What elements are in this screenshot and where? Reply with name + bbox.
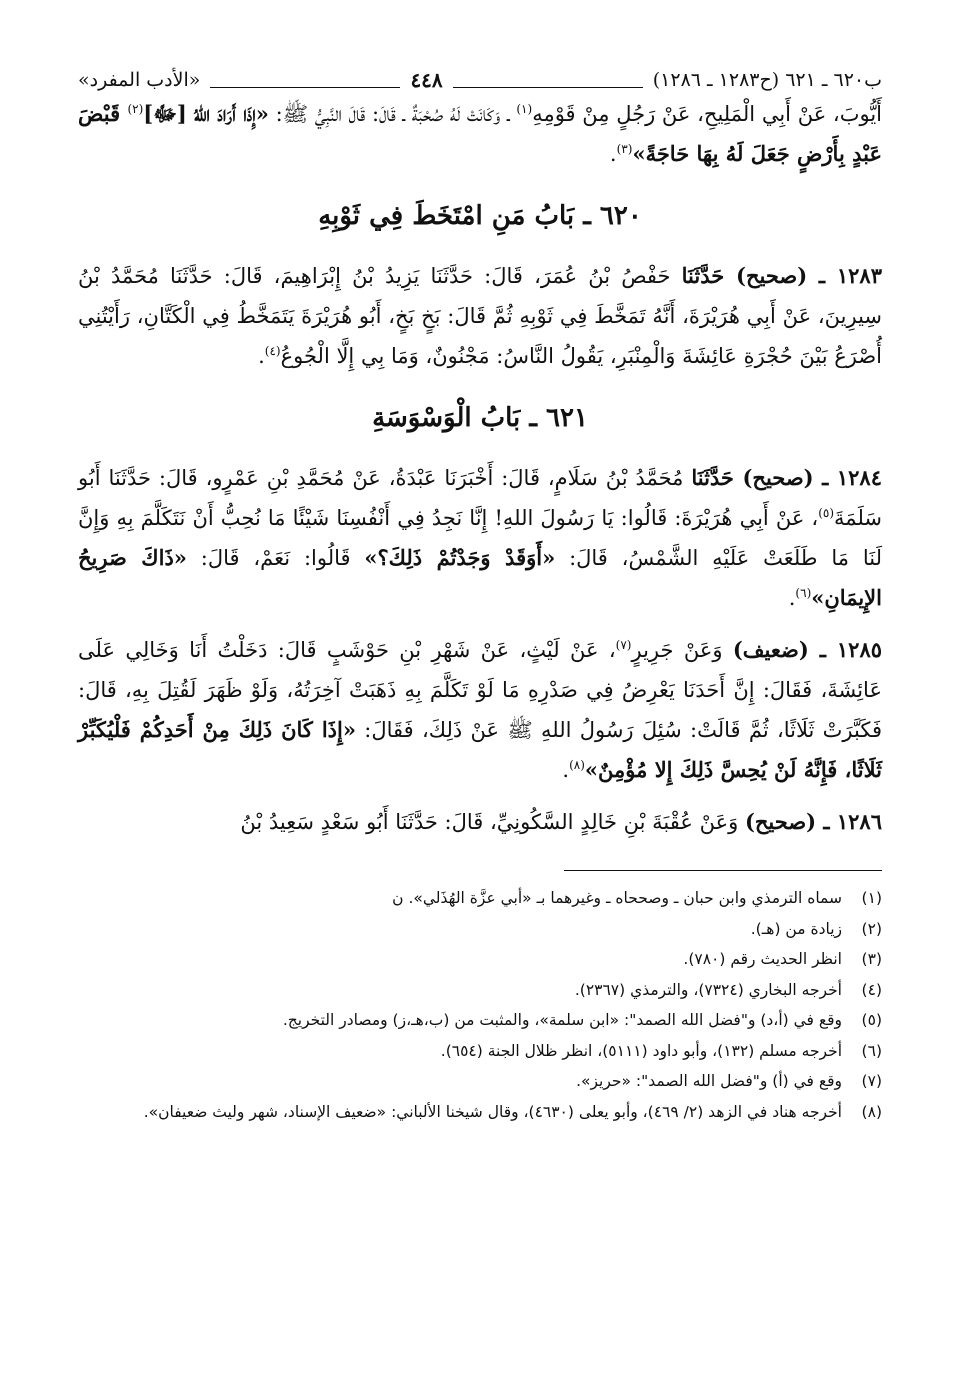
hadith-end: .: [788, 586, 796, 610]
narration-lead: حَدَّثَنَا: [681, 263, 737, 288]
hadith-end: .: [258, 344, 265, 368]
intro-paragraph: [78, 94, 882, 174]
prophetic-quote: «أَوَقَدْ وَجَدْتُمْ ذَلِكَ؟»: [364, 545, 556, 570]
intro-end: .: [609, 142, 617, 166]
footnotes: [78, 883, 882, 1127]
header-book-title: «الأدب المفرد»: [78, 69, 201, 91]
hadith-text: مُحَمَّدُ بْنُ سَلَامٍ، قَالَ: أَخْبَرَنَا عَبْدَةُ، عَنْ مُحَمَّدِ بْنِ عَمْرٍو، قَالَ: حَدَّثَنَا أَبُو سَلَمَةَ: [78, 466, 882, 530]
footnote-text: وقع في (أ) و"فضل الله الصمد": «حريز».: [576, 1072, 842, 1090]
footnote-number: (١): [861, 889, 882, 907]
hadith-text-2: ، عَنْ أَبِي هُرَيْرَةَ: قَالُوا: يَا رَسُولَ اللهِ! إِنَّا نَجِدُ فِي أَنْفُسِنَا شَيْئًا مَا نُحِبُّ أَنْ نَتَكَلَّمَ بِهِ وَإِنَّ لَنَا مَا طَلَعَتْ عَلَيْهِ الشَّمْسُ، قَالَ:: [78, 506, 882, 570]
hadith-text: وَعَنْ عُقْبَةَ بْنِ خَالِدٍ السَّكُونِيِّ، قَالَ: حَدَّثَنَا أَبُو سَعْدٍ سَعِيدُ بْنُ: [240, 810, 745, 834]
header-rule-right: [453, 87, 643, 88]
footnote-item: [78, 1066, 882, 1097]
chapter-620-title: ٦٢٠ ـ بَابُ مَنِ امْتَخَطَ فِي ثَوْبِهِ: [318, 201, 642, 231]
book-page: [78, 64, 882, 1338]
footnote-number: (٣): [861, 950, 882, 968]
prophetic-quote-cont: قَبْضَ عَبْدٍ بِأَرْضٍ جَعَلَ لَهُ بِهَا حَاجَةً»: [78, 101, 882, 166]
footnote-item: [78, 1005, 882, 1036]
running-header: [78, 64, 882, 94]
footnote-number: (٢): [861, 919, 882, 938]
footnote-item: [78, 883, 882, 914]
footnote-ref-7[interactable]: (٧): [615, 638, 632, 652]
header-chapter-range: ب٦٢٠ ـ ٦٢١ (ح١٢٨٣ ـ ١٢٨٦): [652, 69, 882, 91]
footnote-ref-4[interactable]: (٤): [264, 344, 281, 358]
hadith-1283: [78, 256, 882, 376]
footnote-item: [78, 944, 882, 975]
header-rule-left: [210, 87, 400, 88]
page-number: ٤٤٨: [410, 68, 443, 92]
footnote-text: أخرجه هناد في الزهد (٢/ ٤٦٩)، وأبو يعلى (٤٦٣٠)، وقال شيخنا الألباني: «ضعيف الإسناد، شهر وليث ضعيفان».: [143, 1102, 842, 1121]
footnote-text: وقع في (أ،د) و"فضل الله الصمد": «ابن سلمة»، والمثبت من (ب،هـ،ز) ومصادر التخريج.: [282, 1011, 842, 1029]
footnote-text: أخرجه مسلم (١٣٢)، وأبو داود (٥١١١)، انظر ظلال الجنة (٦٥٤).: [440, 1041, 842, 1060]
footnote-text: زيادة من (هـ).: [750, 919, 842, 938]
hadith-1285: [78, 630, 882, 790]
footnote-text: سماه الترمذي وابن حبان ـ وصححاه ـ وغيرهما بـ «أبي عزَّة الهُذَلي». ن: [392, 889, 842, 907]
footnote-ref-8[interactable]: (٨): [569, 758, 585, 772]
hadith-text: وَعَنْ جَرِيرٍ: [631, 638, 733, 662]
footnote-ref-1[interactable]: (١): [516, 102, 533, 116]
prophetic-quote-2: «ذَاكَ صَرِيحُ الإِيمَانِ»: [78, 545, 882, 610]
main-text: [78, 94, 882, 842]
hadith-text-2: ، عَنْ لَيْثٍ، عَنْ شَهْرِ بْنِ حَوْشَبٍ قَالَ: دَخَلْتُ أَنَا وَخَالِي عَلَى عَائِشَةَ، فَقَالَ: إِنَّ أَحَدَنَا يَعْرِضُ فِي صَدْرِهِ مَا لَوْ تَكَلَّمَ بِهِ ذَهَبَتْ آخِرَتُهُ، وَلَوْ ظَهَرَ لَقُتِلَ بِهِ، قَالَ: فَكَبَّرَتْ ثَلَاثًا، ثُمَّ قَالَتْ: سُئِلَ رَسُولُ اللهِ ﷺ عَنْ ذَلِكَ، فَقَالَ:: [78, 638, 882, 742]
footnote-number: (٧): [861, 1072, 882, 1090]
hadith-1284: [78, 458, 882, 618]
hadith-number: ١٢٨٤ ـ: [813, 465, 882, 490]
footnote-number: (٦): [861, 1041, 882, 1060]
hadith-grade: (صحيح): [744, 809, 817, 834]
footnote-ref-6[interactable]: (٦): [795, 586, 812, 600]
footnote-text: أخرجه البخاري (٧٣٢٤)، والترمذي (٢٣٦٧).: [574, 980, 842, 999]
footnote-item: [78, 1097, 882, 1128]
prophetic-quote: «إِذَا أَرَادَ اللهُ [ﷻ]: [143, 101, 269, 126]
footnote-ref-5[interactable]: (٥): [818, 506, 835, 520]
hadith-number: ١٢٨٣ ـ: [807, 263, 882, 288]
footnote-item: [78, 975, 882, 1006]
footnote-number: (٤): [861, 980, 882, 999]
footnote-item: [78, 1036, 882, 1067]
hadith-grade: (صحيح): [736, 263, 808, 288]
footnote-number: (٥): [861, 1011, 882, 1029]
hadith-grade: (ضعيف): [732, 637, 809, 662]
hadith-1286: [78, 802, 882, 842]
footnote-ref-3[interactable]: (٣): [616, 142, 633, 156]
footnote-separator: [564, 870, 882, 871]
hadith-grade: (صحيح): [742, 465, 814, 490]
intro-text-2: ـ وَكَانَتْ لَهُ صُحْبَةٌ ـ قَالَ: قَالَ النَّبِيُّ ﷺ:: [268, 102, 517, 126]
hadith-text: حَفْصُ بْنُ عُمَرَ، قَالَ: حَدَّثَنَا يَزِيدُ بْنُ إِبْرَاهِيمَ، قَالَ: حَدَّثَنَا مُحَمَّدُ بْنُ سِيرِينَ، عَنْ أَبِي هُرَيْرَةَ، أَنَّهُ تَمَخَّطَ فِي ثَوْبِهِ ثُمَّ قَالَ: بَخٍ بَخٍ، أَبُو هُرَيْرَةَ يَتَمَخَّطُ فِي الْكَتَّانِ، رَأَيْتُنِي أُصْرَعُ بَيْنَ حُجْرَةِ عَائِشَةَ وَالْمِنْبَرِ، يَقُولُ النَّاسُ: مَجْنُونٌ، وَمَا بِي إِلَّا الْجُوعُ: [78, 264, 882, 368]
footnote-ref-2[interactable]: (٢): [127, 102, 144, 116]
hadith-number: ١٢٨٥ ـ: [808, 637, 883, 662]
narration-lead: حَدَّثَنَا: [691, 465, 743, 490]
footnote-text: انظر الحديث رقم (٧٨٠).: [683, 950, 842, 968]
chapter-621-title: ٦٢١ ـ بَابُ الْوَسْوَسَةِ: [372, 403, 588, 433]
hadith-number: ١٢٨٦ ـ: [816, 809, 882, 834]
intro-text: أَيُّوبَ، عَنْ أَبِي الْمَلِيحِ، عَنْ رَجُلٍ مِنْ قَوْمِهِ: [532, 102, 882, 126]
prophetic-quote: «إِذَا كَانَ ذَلِكَ مِنْ أَحَدِكُمْ فَلْيُكَبِّرْ ثَلَاثًا، فَإِنَّهُ لَنْ يُحِسَّ ذَلِكَ إِلا مُؤْمِنٌ»: [78, 717, 882, 782]
footnote-number: (٨): [861, 1102, 882, 1121]
hadith-text-3: قَالُوا: نَعَمْ، قَالَ:: [186, 546, 365, 570]
footnote-item: [78, 914, 882, 945]
hadith-end: .: [562, 758, 570, 782]
